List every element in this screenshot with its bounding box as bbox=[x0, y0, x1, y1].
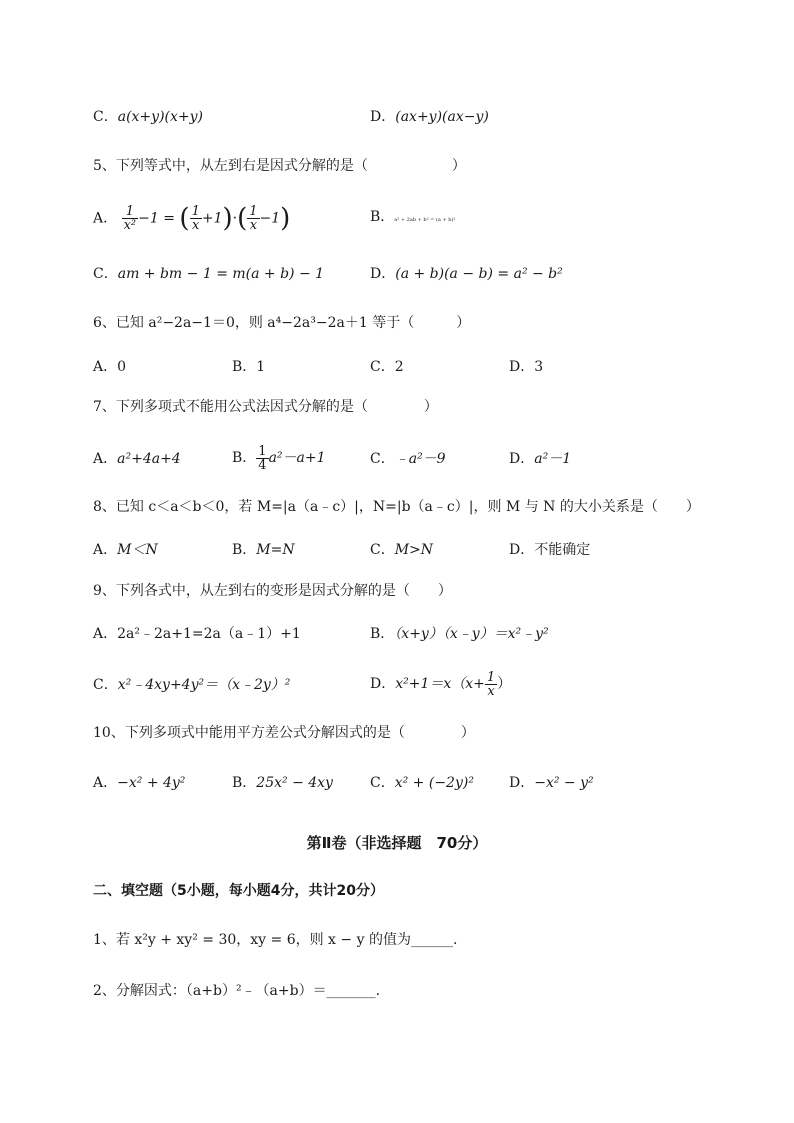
math-expression: ﹣a²－9 bbox=[394, 451, 446, 467]
section-title: 第Ⅱ卷（非选择题 70分） bbox=[306, 834, 488, 852]
q10-option-a bbox=[93, 773, 185, 793]
option-value: x² + (−2y)² bbox=[394, 775, 474, 791]
option-label: D． bbox=[509, 359, 535, 375]
option-label: D． bbox=[370, 266, 396, 282]
option-label: B． bbox=[232, 450, 257, 466]
q5-option-b bbox=[370, 207, 455, 230]
option-label: B． bbox=[232, 775, 257, 791]
option-label: B． bbox=[232, 542, 257, 558]
option-value: 1 bbox=[256, 359, 266, 375]
math-expression: am + bm − 1 = m(a + b) − 1 bbox=[117, 266, 325, 282]
option-label: C． bbox=[370, 542, 395, 558]
question-10-stem: 10、下列多项式中能用平方差公式分解因式的是（ ） bbox=[93, 725, 475, 741]
option-value: 0 bbox=[117, 359, 127, 375]
question-7-stem: 7、下列多项式不能用公式法因式分解的是（ ） bbox=[93, 399, 438, 415]
math-expression: a(x+y)(x+y) bbox=[117, 109, 203, 125]
fraction: $\frac{1}{4}$ bbox=[258, 443, 267, 473]
option-value: −x² + 4y² bbox=[117, 775, 186, 791]
math-expression: a²－1 bbox=[534, 451, 572, 467]
option-label: B． bbox=[370, 209, 395, 225]
option-label: D． bbox=[370, 109, 396, 125]
fraction: $\frac{1}{x}$ bbox=[249, 204, 258, 233]
fraction: $\frac{1}{x}$ bbox=[191, 204, 200, 233]
option-label: D． bbox=[509, 451, 535, 467]
q8-option-c bbox=[370, 540, 433, 560]
math-expression-small: a² + 2ab + b² = (a + b)² bbox=[394, 217, 456, 223]
q8-option-a bbox=[93, 540, 158, 560]
q5-option-c bbox=[93, 264, 324, 284]
option-value: 2 bbox=[394, 359, 404, 375]
option-value: 25x² − 4xy bbox=[256, 775, 333, 791]
q7-option-c bbox=[370, 449, 446, 469]
math-expression: (ax+y)(ax−y) bbox=[395, 109, 489, 125]
option-label: C． bbox=[370, 451, 395, 467]
option-label: D． bbox=[370, 676, 396, 692]
option-value: M=N bbox=[256, 542, 295, 558]
option-label: B． bbox=[370, 626, 395, 642]
q9-option-d bbox=[370, 668, 511, 700]
option-label: D． bbox=[509, 775, 535, 791]
q10-option-c bbox=[370, 773, 474, 793]
math-expression: −1 bbox=[259, 210, 281, 227]
option-value: M＜N bbox=[117, 542, 158, 558]
option-label: B． bbox=[232, 359, 257, 375]
option-label: A． bbox=[93, 626, 118, 642]
q9-option-b bbox=[370, 624, 549, 644]
option-value: 3 bbox=[534, 359, 544, 375]
q4-option-c bbox=[93, 107, 203, 127]
q6-option-a bbox=[93, 357, 126, 377]
option-label: A． bbox=[93, 542, 118, 558]
math-expression: a²－a+1 bbox=[268, 450, 326, 466]
option-label: A． bbox=[93, 210, 118, 227]
fill-question-1: 1、若 x²y + xy² = 30，xy = 6，则 x − y 的值为______. bbox=[93, 932, 458, 948]
fill-question-2: 2、分解因式：（a+b）²﹣（a+b）＝_______. bbox=[93, 983, 381, 999]
option-value: 不能确定 bbox=[534, 542, 591, 558]
q7-option-a bbox=[93, 449, 181, 469]
math-expression: （x+y）（x﹣y）＝x²﹣y² bbox=[394, 626, 549, 642]
question-6-stem: 6、已知 a²−2a−1＝0，则 a⁴−2a³−2a＋1 等于（ ） bbox=[93, 315, 471, 331]
multiply-dot: · bbox=[232, 210, 238, 227]
math-expression: 2a²﹣2a+1=2a（a﹣1）+1 bbox=[117, 626, 301, 642]
q8-option-b bbox=[232, 540, 295, 560]
option-label: D． bbox=[509, 542, 535, 558]
q8-option-d bbox=[509, 540, 590, 560]
q4-option-d bbox=[370, 107, 489, 127]
q6-option-b bbox=[232, 357, 265, 377]
math-expression: a²+4a+4 bbox=[117, 451, 181, 467]
math-expression: +1 bbox=[201, 210, 223, 227]
option-label: C． bbox=[93, 109, 118, 125]
math-expression: ） bbox=[497, 676, 512, 692]
option-label: A． bbox=[93, 775, 118, 791]
option-value: M>N bbox=[394, 542, 434, 558]
section-subheading: 二、填空题（5小题，每小题4分，共计20分） bbox=[93, 883, 384, 899]
q6-option-d bbox=[509, 357, 543, 377]
math-expression: x²+1＝x（x+ bbox=[395, 676, 485, 692]
q5-option-a: A． $\frac{1}{\text{x²}}$ −1 = ( $\frac{1}{x}$ +1)·( $\frac{1}{x}$ −1) bbox=[93, 203, 291, 234]
math-expression: (a + b)(a − b) = a² − b² bbox=[395, 266, 563, 282]
fraction: $\frac{1}{x}$ bbox=[486, 669, 496, 699]
q10-option-d bbox=[509, 773, 594, 793]
q5-option-d bbox=[370, 264, 563, 284]
option-label: A． bbox=[93, 359, 118, 375]
math-expression: x²﹣4xy+4y²＝（x﹣2y）² bbox=[117, 677, 291, 693]
q10-option-b bbox=[232, 773, 333, 793]
math-expression: −1 = bbox=[138, 210, 175, 227]
q9-option-a bbox=[93, 624, 301, 644]
option-label: C． bbox=[370, 775, 395, 791]
q7-option-d bbox=[509, 449, 571, 469]
option-label: A． bbox=[93, 451, 118, 467]
option-label: C． bbox=[370, 359, 395, 375]
fraction: $\frac{1}{\text{x²}}$ bbox=[123, 204, 137, 233]
option-label: C． bbox=[93, 266, 118, 282]
question-9-stem: 9、下列各式中，从左到右的变形是因式分解的是（ ） bbox=[93, 583, 452, 599]
q7-option-b bbox=[232, 442, 326, 474]
q9-option-c bbox=[93, 675, 290, 695]
option-value: −x² − y² bbox=[534, 775, 594, 791]
question-8-stem: 8、已知 c＜a＜b＜0，若 M=|a（a﹣c）|，N=|b（a﹣c）|，则 M 与 N 的大小关系是（ ） bbox=[93, 499, 700, 515]
option-label: C． bbox=[93, 677, 118, 693]
question-5-stem: 5、下列等式中，从左到右是因式分解的是（ ） bbox=[93, 158, 466, 174]
q6-option-c bbox=[370, 357, 404, 377]
